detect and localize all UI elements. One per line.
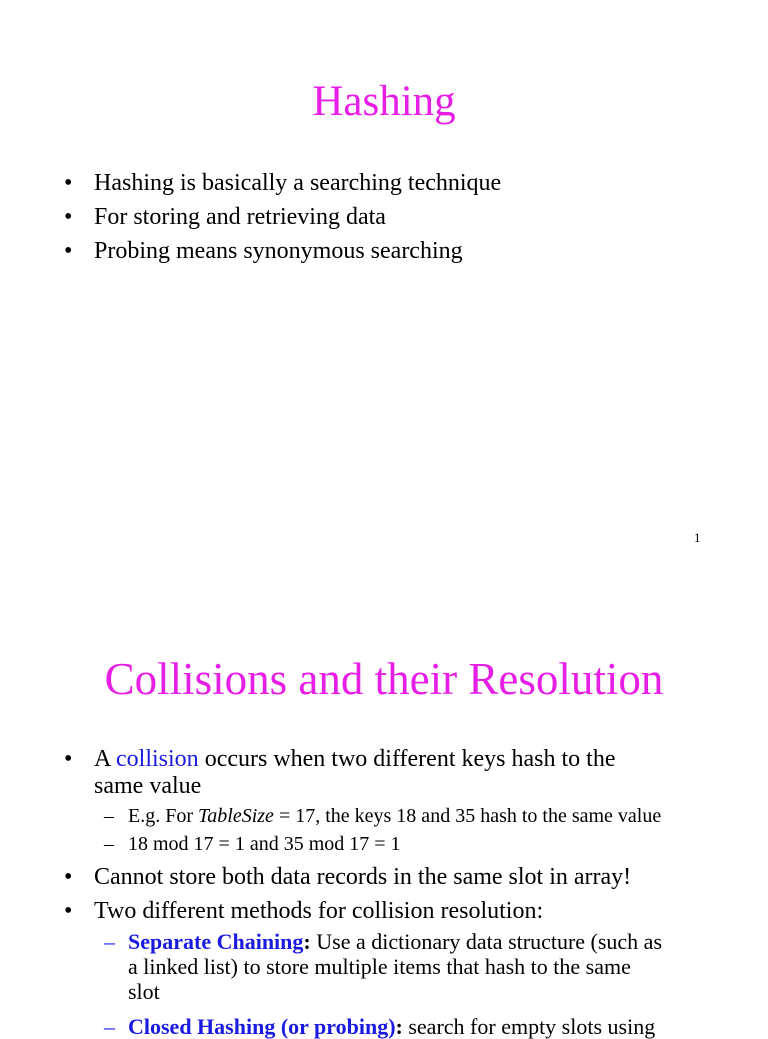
bullet-text: Probing means synonymous searching (94, 238, 463, 264)
bullet-icon: • (64, 170, 73, 196)
term-colon: : (395, 1014, 403, 1039)
dash-icon: – (104, 833, 114, 855)
bullet-item (0, 746, 768, 800)
bullet-text: occurs when two different keys hash to the (198, 746, 616, 772)
bullet-item (0, 204, 768, 231)
bullet-text: Cannot store both data records in the same slot in array! (94, 864, 632, 890)
bullet-item (0, 170, 768, 197)
separate-chaining-term: Separate Chaining (128, 929, 304, 954)
dash-icon: – (104, 805, 114, 827)
sub-bullet-text: Use a dictionary data structure (such as (310, 929, 663, 954)
closed-hashing-term: Closed Hashing (or probing) (128, 1014, 396, 1039)
table-size-term: TableSize (198, 805, 274, 827)
bullet-text: A (94, 746, 117, 772)
page-number: 1 (694, 530, 701, 545)
sub-bullet-text: E.g. For (128, 805, 198, 827)
bullet-list (0, 746, 768, 1039)
bullet-icon: • (64, 864, 73, 890)
dash-icon: – (104, 1014, 115, 1039)
bullet-item (0, 898, 768, 925)
bullet-icon: • (64, 204, 73, 230)
term-colon: : (303, 929, 311, 954)
collision-term: collision (116, 746, 199, 772)
bullet-text: Hashing is basically a searching technique (94, 170, 502, 196)
bullet-text: same value (94, 773, 202, 799)
slide-2 (0, 600, 768, 1039)
sub-bullet-text: a linked list) to store multiple items that hash to the same (128, 954, 631, 979)
bullet-icon: • (64, 898, 73, 924)
bullet-icon: • (64, 746, 73, 772)
dash-icon: – (104, 929, 115, 954)
bullet-item (0, 864, 768, 891)
slide-title: Hashing (312, 78, 456, 125)
sub-bullet-item (0, 804, 768, 829)
bullet-text: Two different methods for collision resolution: (94, 898, 544, 924)
bullet-list (0, 170, 768, 265)
sub-bullet-text: search for empty slots using (402, 1014, 656, 1039)
bullet-text: For storing and retrieving data (94, 204, 386, 230)
sub-bullet-item (0, 832, 768, 857)
slide-title: Collisions and their Resolution (104, 654, 664, 704)
sub-bullet-item (0, 1014, 768, 1039)
sub-bullet-text: 18 mod 17 = 1 and 35 mod 17 = 1 (128, 833, 401, 855)
bullet-icon: • (64, 238, 73, 264)
bullet-item (0, 238, 768, 265)
sub-bullet-text: slot (128, 979, 160, 1004)
sub-bullet-text: = 17, the keys 18 and 35 hash to the same value (273, 805, 662, 827)
sub-bullet-item (0, 929, 768, 1004)
